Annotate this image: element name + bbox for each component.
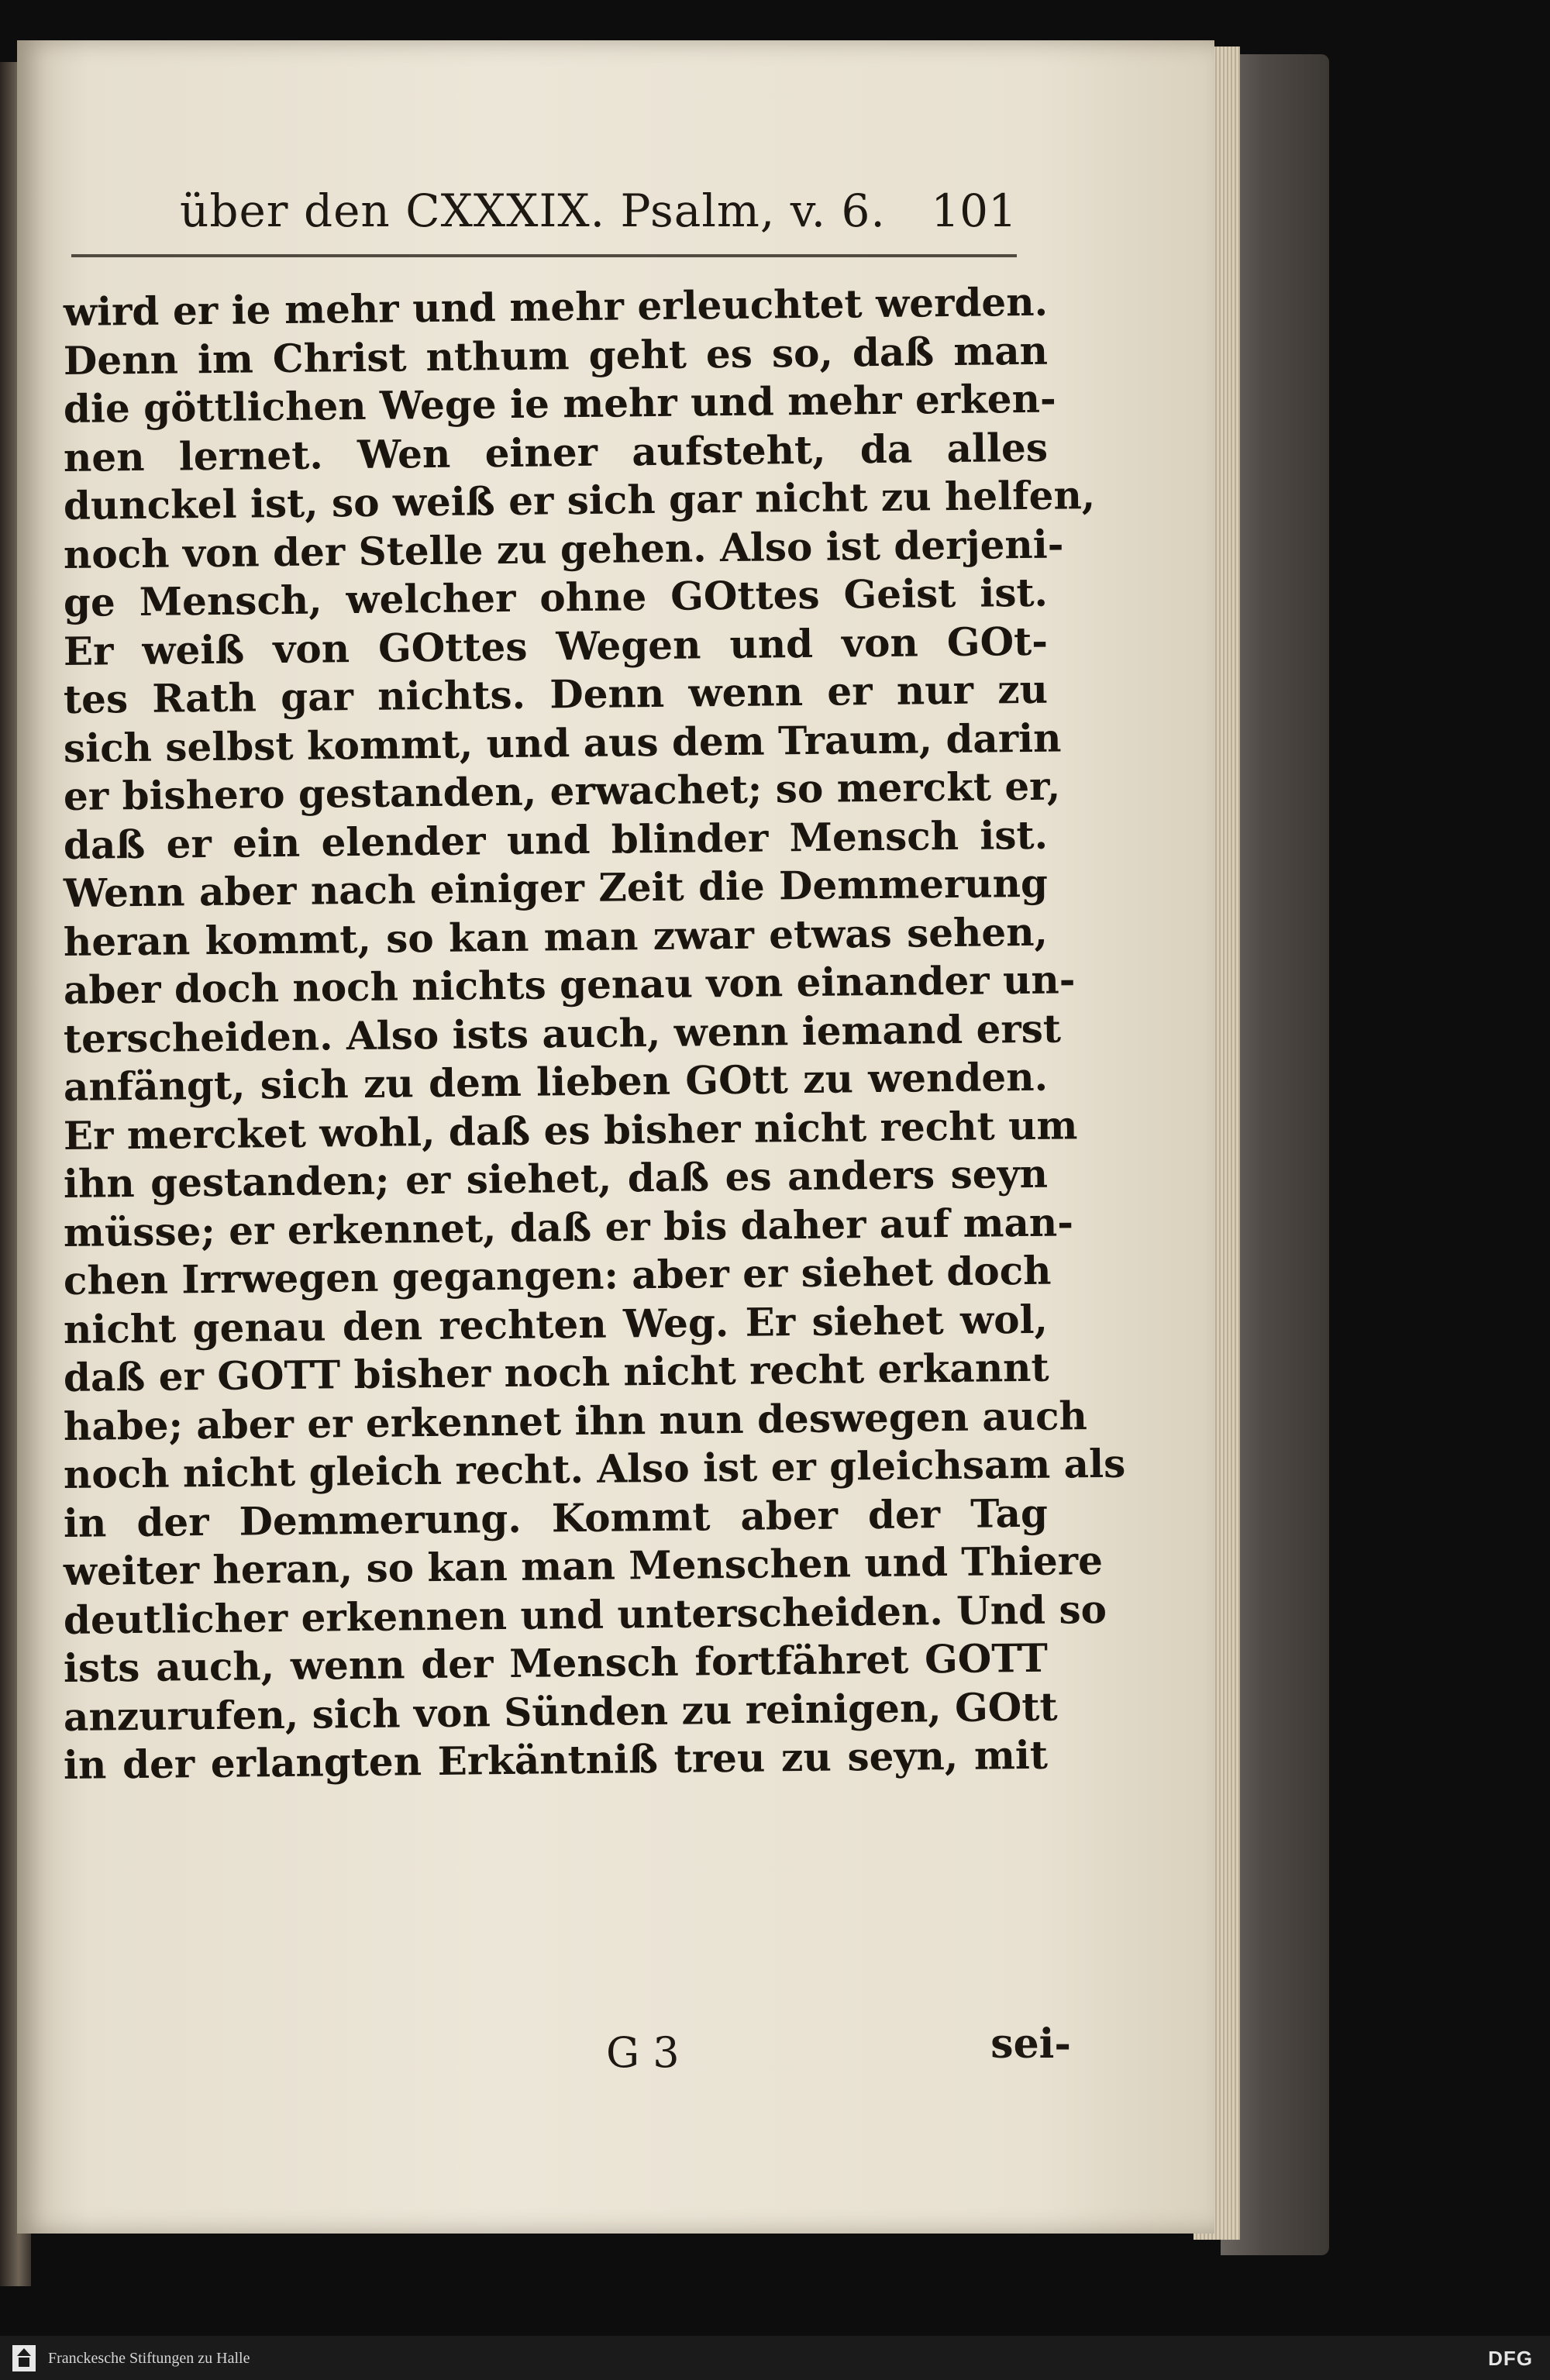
text-line: aber doch noch nichts genau von einander un- bbox=[63, 956, 1076, 1013]
text-line: müsse; er erkennet, daß er bis daher auf man- bbox=[63, 1198, 1074, 1255]
text-line: wird er ie mehr und mehr erleuchtet werden. bbox=[63, 278, 1049, 335]
text-line: Wenn aber nach einiger Zeit die Demmerung bbox=[63, 859, 1049, 916]
text-line: Er weiß von GOttes Wegen und von GOt- bbox=[63, 618, 1049, 674]
header-rule bbox=[71, 254, 1017, 257]
text-line: in der Demmerung. Kommt aber der Tag bbox=[63, 1490, 1049, 1546]
catchword: sei- bbox=[990, 2020, 1071, 2068]
dfg-logo: DFG bbox=[1488, 2347, 1533, 2370]
text-line: deutlicher erkennen und unterscheiden. Und so bbox=[63, 1586, 1107, 1643]
text-line: habe; aber er erkennet ihn nun deswegen auch bbox=[63, 1392, 1088, 1449]
body-text bbox=[63, 278, 1126, 1790]
text-line: anzurufen, sich von Sünden zu reinigen, GOtt bbox=[63, 1683, 1058, 1740]
text-line: er bishero gestanden, erwachet; so merckt er, bbox=[63, 763, 1061, 819]
credits-bar bbox=[0, 2336, 1550, 2380]
text-line: daß er ein elender und blinder Mensch ist. bbox=[63, 811, 1049, 868]
library-logo-icon bbox=[11, 2344, 37, 2373]
text-line: nen lernet. Wen einer aufsteht, da alles bbox=[63, 424, 1049, 480]
book-page bbox=[17, 40, 1214, 2234]
text-line: sich selbst kommt, und aus dem Traum, darin bbox=[63, 715, 1062, 771]
text-line: nicht genau den rechten Weg. Er siehet wol, bbox=[63, 1296, 1049, 1352]
text-line: tes Rath gar nichts. Denn wenn er nur zu bbox=[63, 666, 1049, 722]
page-header bbox=[180, 155, 1017, 256]
text-line: dunckel ist, so weiß er sich gar nicht zu helfen, bbox=[63, 472, 1096, 529]
text-line: terscheiden. Also ists auch, wenn iemand erst bbox=[63, 1005, 1062, 1062]
text-line: anfängt, sich zu dem lieben GOtt zu wenden. bbox=[63, 1053, 1049, 1110]
text-line: ihn gestanden; er siehet, daß es anders seyn bbox=[63, 1150, 1049, 1207]
text-line: daß er GOTT bisher noch nicht recht erkannt bbox=[63, 1344, 1049, 1400]
signature-mark: G 3 bbox=[606, 2028, 680, 2077]
page-footer bbox=[64, 2020, 1071, 2090]
library-name: Franckesche Stiftungen zu Halle bbox=[48, 2350, 250, 2367]
text-line: ists auch, wenn der Mensch fortfähret GOTT bbox=[63, 1634, 1049, 1691]
text-line: heran kommt, so kan man zwar etwas sehen, bbox=[63, 908, 1049, 965]
running-head: über den CXXXIX. Psalm, v. 6. bbox=[180, 184, 886, 237]
text-line: noch von der Stelle zu gehen. Also ist derjeni- bbox=[63, 520, 1064, 577]
page-number: 101 bbox=[931, 184, 1017, 237]
text-line: noch nicht gleich recht. Also ist er gleichsam als bbox=[63, 1440, 1126, 1497]
text-line: Er mercket wohl, daß es bisher nicht recht um bbox=[63, 1101, 1078, 1159]
text-line: die göttlichen Wege ie mehr und mehr erken- bbox=[63, 375, 1056, 432]
text-line: Denn im Christ nthum geht es so, daß man bbox=[63, 327, 1049, 384]
text-line: chen Irrwegen gegangen: aber er siehet doch bbox=[63, 1247, 1052, 1304]
text-line: in der erlangten Erkäntniß treu zu seyn, mit bbox=[63, 1731, 1049, 1788]
text-line: ge Mensch, welcher ohne GOttes Geist ist. bbox=[63, 569, 1049, 625]
text-line: weiter heran, so kan man Menschen und Thiere bbox=[63, 1537, 1104, 1594]
